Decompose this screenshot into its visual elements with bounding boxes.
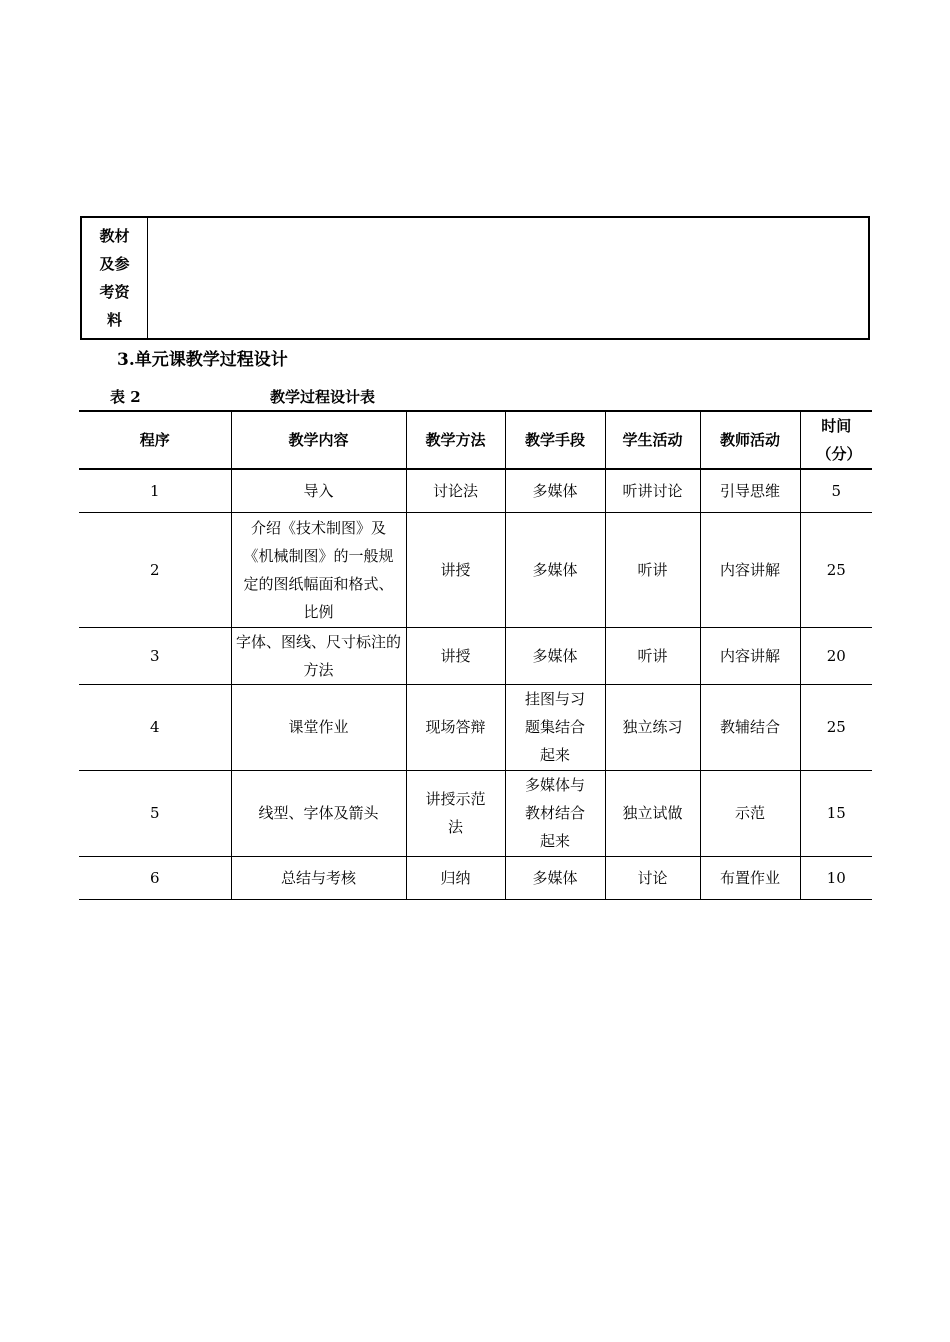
cell-time: 20 xyxy=(800,627,872,684)
table-row xyxy=(79,512,872,627)
table-row xyxy=(79,770,872,856)
cell-content: 总结与考核 xyxy=(231,856,406,899)
cell-means: 多媒体 xyxy=(505,469,605,512)
cell-method: 讲授 xyxy=(406,512,505,627)
cell-teacher: 引导思维 xyxy=(700,469,800,512)
materials-label-line: 教材 xyxy=(99,227,130,245)
cell-time: 25 xyxy=(800,512,872,627)
table-row xyxy=(79,856,872,899)
cell-time: 10 xyxy=(800,856,872,899)
table-row xyxy=(79,627,872,684)
header-time: 时间（分） xyxy=(800,411,872,469)
materials-label-line: 料 xyxy=(106,311,122,329)
header-method: 教学方法 xyxy=(406,411,505,469)
cell-content: 字体、图线、尺寸标注的方法 xyxy=(231,627,406,684)
table-row xyxy=(79,469,872,512)
cell-step: 1 xyxy=(79,469,231,512)
table-row xyxy=(79,684,872,770)
header-teacher: 教师活动 xyxy=(700,411,800,469)
section-title: 3.单元课教学过程设计 xyxy=(117,350,288,370)
materials-label-line: 及参 xyxy=(99,255,130,273)
cell-student: 讨论 xyxy=(605,856,700,899)
header-means: 教学手段 xyxy=(505,411,605,469)
cell-time: 15 xyxy=(800,770,872,856)
header-step: 程序 xyxy=(79,411,231,469)
cell-teacher: 内容讲解 xyxy=(700,512,800,627)
cell-method: 讲授 xyxy=(406,627,505,684)
materials-box xyxy=(80,216,870,340)
cell-content: 课堂作业 xyxy=(231,684,406,770)
header-content: 教学内容 xyxy=(231,411,406,469)
cell-student: 听讲 xyxy=(605,512,700,627)
cell-time: 5 xyxy=(800,469,872,512)
cell-step: 4 xyxy=(79,684,231,770)
table-number: 表 2 xyxy=(110,388,141,406)
cell-step: 2 xyxy=(79,512,231,627)
cell-means: 多媒体 xyxy=(505,512,605,627)
cell-method: 讲授示范法 xyxy=(406,770,505,856)
cell-means: 多媒体 xyxy=(505,627,605,684)
cell-means: 挂图与习题集结合起来 xyxy=(505,684,605,770)
header-student: 学生活动 xyxy=(605,411,700,469)
materials-label xyxy=(82,218,148,338)
cell-content: 导入 xyxy=(231,469,406,512)
cell-means: 多媒体 xyxy=(505,856,605,899)
table-name: 教学过程设计表 xyxy=(270,388,376,406)
cell-teacher: 布置作业 xyxy=(700,856,800,899)
table-header-row xyxy=(79,411,872,469)
cell-student: 听讲讨论 xyxy=(605,469,700,512)
cell-student: 听讲 xyxy=(605,627,700,684)
cell-student: 独立练习 xyxy=(605,684,700,770)
cell-time: 25 xyxy=(800,684,872,770)
process-table xyxy=(79,410,872,900)
cell-step: 5 xyxy=(79,770,231,856)
cell-teacher: 内容讲解 xyxy=(700,627,800,684)
materials-content xyxy=(148,218,868,338)
cell-means: 多媒体与教材结合起来 xyxy=(505,770,605,856)
cell-teacher: 教辅结合 xyxy=(700,684,800,770)
cell-method: 讨论法 xyxy=(406,469,505,512)
cell-method: 现场答辩 xyxy=(406,684,505,770)
cell-teacher: 示范 xyxy=(700,770,800,856)
cell-step: 3 xyxy=(79,627,231,684)
cell-content: 介绍《技术制图》及《机械制图》的一般规定的图纸幅面和格式、比例 xyxy=(231,512,406,627)
cell-student: 独立试做 xyxy=(605,770,700,856)
cell-content: 线型、字体及箭头 xyxy=(231,770,406,856)
cell-method: 归纳 xyxy=(406,856,505,899)
cell-step: 6 xyxy=(79,856,231,899)
materials-label-line: 考资 xyxy=(99,283,130,301)
